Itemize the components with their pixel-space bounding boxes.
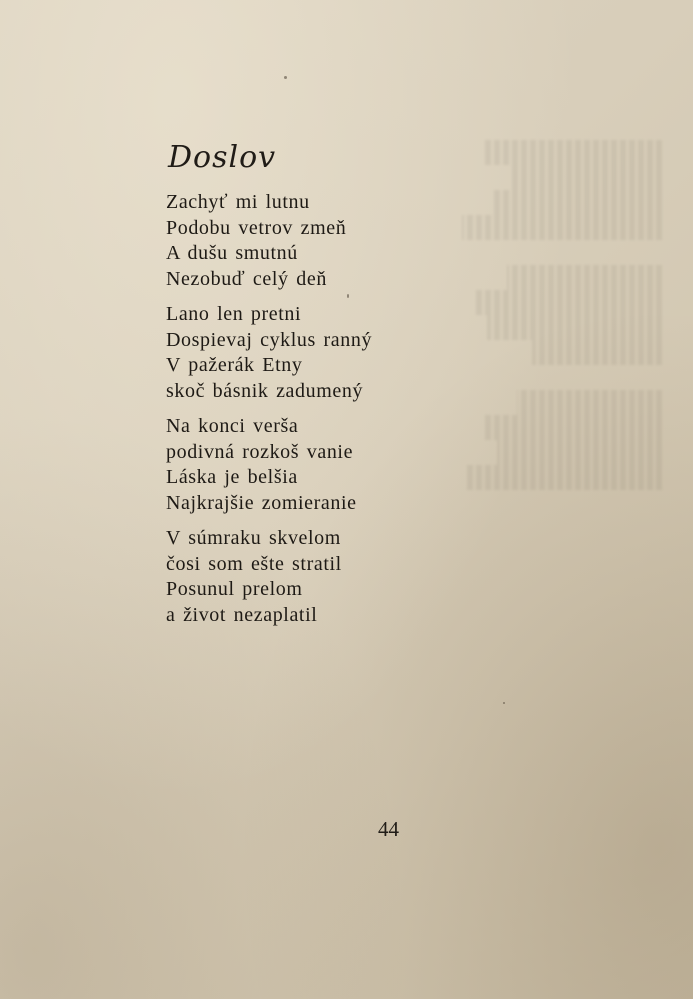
poem-line: Dospievaj cyklus ranný (166, 328, 373, 351)
page-number: 44 (378, 817, 399, 841)
poem-line: Na konci verša (166, 415, 299, 437)
paper-speck (503, 702, 505, 704)
show-through-text (412, 140, 662, 520)
paper-speck (284, 76, 287, 79)
poem-line: Najkrajšie zomieranie (166, 491, 357, 514)
poem-line: V súmraku skvelom (166, 527, 341, 549)
poem-line: V pažerák Etny (166, 354, 303, 376)
poem-line: A dušu smutnú (166, 242, 298, 264)
stanza-4 (166, 526, 372, 628)
stanza-3 (166, 414, 372, 516)
poem-line: a život nezaplatil (166, 603, 318, 626)
poem-title: Doslov (168, 140, 277, 175)
poem-line: skoč básnik zadumený (166, 379, 364, 402)
poem-line: Zachyť mi lutnu (166, 191, 310, 213)
poem-line: podivná rozkoš vanie (166, 440, 354, 463)
poem-line: Lano len pretni (166, 303, 302, 325)
poem-line: Posunul prelom (166, 578, 303, 600)
poem-body (166, 190, 372, 638)
stanza-2 (166, 302, 372, 404)
poem-line: čosi som ešte stratil (166, 552, 342, 575)
poem-line: Podobu vetrov zmeň (166, 216, 347, 239)
poem-line: Láska je belšia (166, 466, 298, 488)
stanza-1 (166, 190, 372, 292)
poem-line: Nezobuď celý deň (166, 267, 327, 290)
